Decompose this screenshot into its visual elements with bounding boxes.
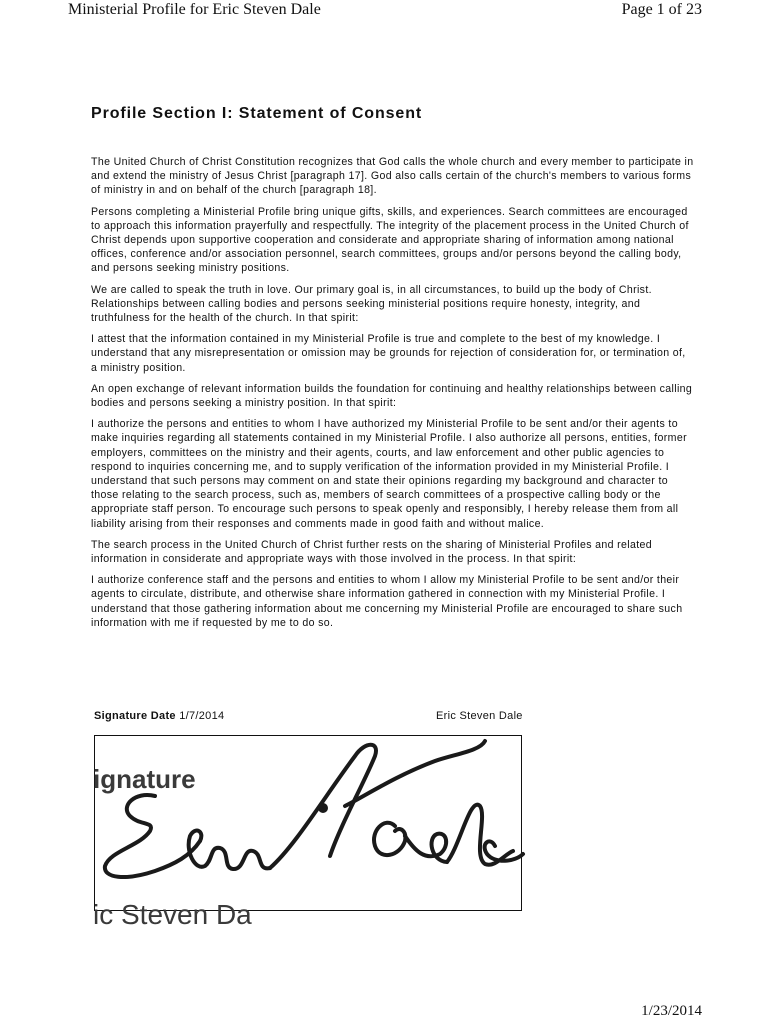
paragraph: We are called to speak the truth in love. Our primary goal is, in all circumstances, to build up the body of Christ. Relationships between calling bodies and persons seeking ministerial positions require honesty, integrity, and truthfulness for the health of the church. In that spirit: bbox=[91, 283, 652, 325]
signature-image bbox=[93, 735, 522, 930]
paragraph: I attest that the information contained in my Ministerial Profile is true and complete to the best of my knowledge. I understand that any misrepresentation or omission may be grounds for rejection of consideration for, or termination of, a ministry position. bbox=[91, 333, 686, 374]
paragraph: The United Church of Christ Constitution recognizes that God calls the whole church and every member to participate in and extend the ministry of Jesus Christ [paragraph 17]. God also calls certain of the church's members to various forms of ministry in and on behalf of the church [paragraph 18]. bbox=[91, 156, 694, 197]
section-title: Profile Section I: Statement of Consent bbox=[91, 105, 423, 122]
signature-date: 1/7/2014 bbox=[179, 710, 225, 722]
paragraph: I authorize conference staff and the persons and entities to whom I allow my Ministerial Profile to be sent and/or their agents to circulate, distribute, and otherwise share information gathered in connection with my Ministerial Profile. I understand that those gathering information about me concerning my Ministerial Profile are encouraged to share such information with me if requested by me to do so. bbox=[91, 574, 683, 629]
page-number: Page 1 of 23 bbox=[621, 1, 702, 18]
signature-row bbox=[94, 710, 614, 722]
page-header bbox=[0, 0, 770, 24]
signature-print-top: ignature bbox=[93, 764, 196, 794]
signer-name: Eric Steven Dale bbox=[436, 710, 523, 722]
signature-print-bottom: ic Steven Da bbox=[93, 899, 252, 930]
footer-date: 1/23/2014 bbox=[641, 1003, 702, 1019]
header-title: Ministerial Profile for Eric Steven Dale bbox=[68, 1, 321, 18]
signature-date-label: Signature Date bbox=[94, 710, 176, 722]
paragraph: The search process in the United Church of Christ further rests on the sharing of Ministerial Profiles and related information in considerate and appropriate ways with those involved in the process. In that spirit: bbox=[91, 538, 653, 566]
consent-text bbox=[91, 155, 695, 637]
paragraph: An open exchange of relevant information builds the foundation for continuing and healthy relationships between calling bodies and persons seeking a ministry position. In that spirit: bbox=[91, 382, 693, 410]
paragraph: I authorize the persons and entities to whom I have authorized my Ministerial Profile to be sent and/or their agents to make inquiries regarding all statements contained in my Ministerial Profile. I also authorize all persons, entities, former employers, committees on the ministry and their agents, courts, and law enforcement and other public agencies to respond to inquiries concerning me, and to supply verification of the information provided in my Ministerial Profile. I understand that such persons may comment on and state their opinions regarding my background and character to those relating to the search process, such as, members of search committees of a prospective calling body or the appropriate staff person. To encourage such persons to speak openly and responsibly, I hereby release them from all liability arising from their responses and comments made in good faith and without malice. bbox=[91, 418, 687, 530]
paragraph: Persons completing a Ministerial Profile bring unique gifts, skills, and experiences. Search committees are encouraged to approach this information prayerfully and respectfully. The integrity of the placement process in the United Church of Christ depends upon supportive cooperation and considerate and appropriate sharing of information among national offices, conference and/or association personnel, search committees, groups and/or persons beyond the calling body, and persons seeking ministry positions. bbox=[91, 205, 689, 275]
handwritten-signature bbox=[93, 736, 523, 930]
